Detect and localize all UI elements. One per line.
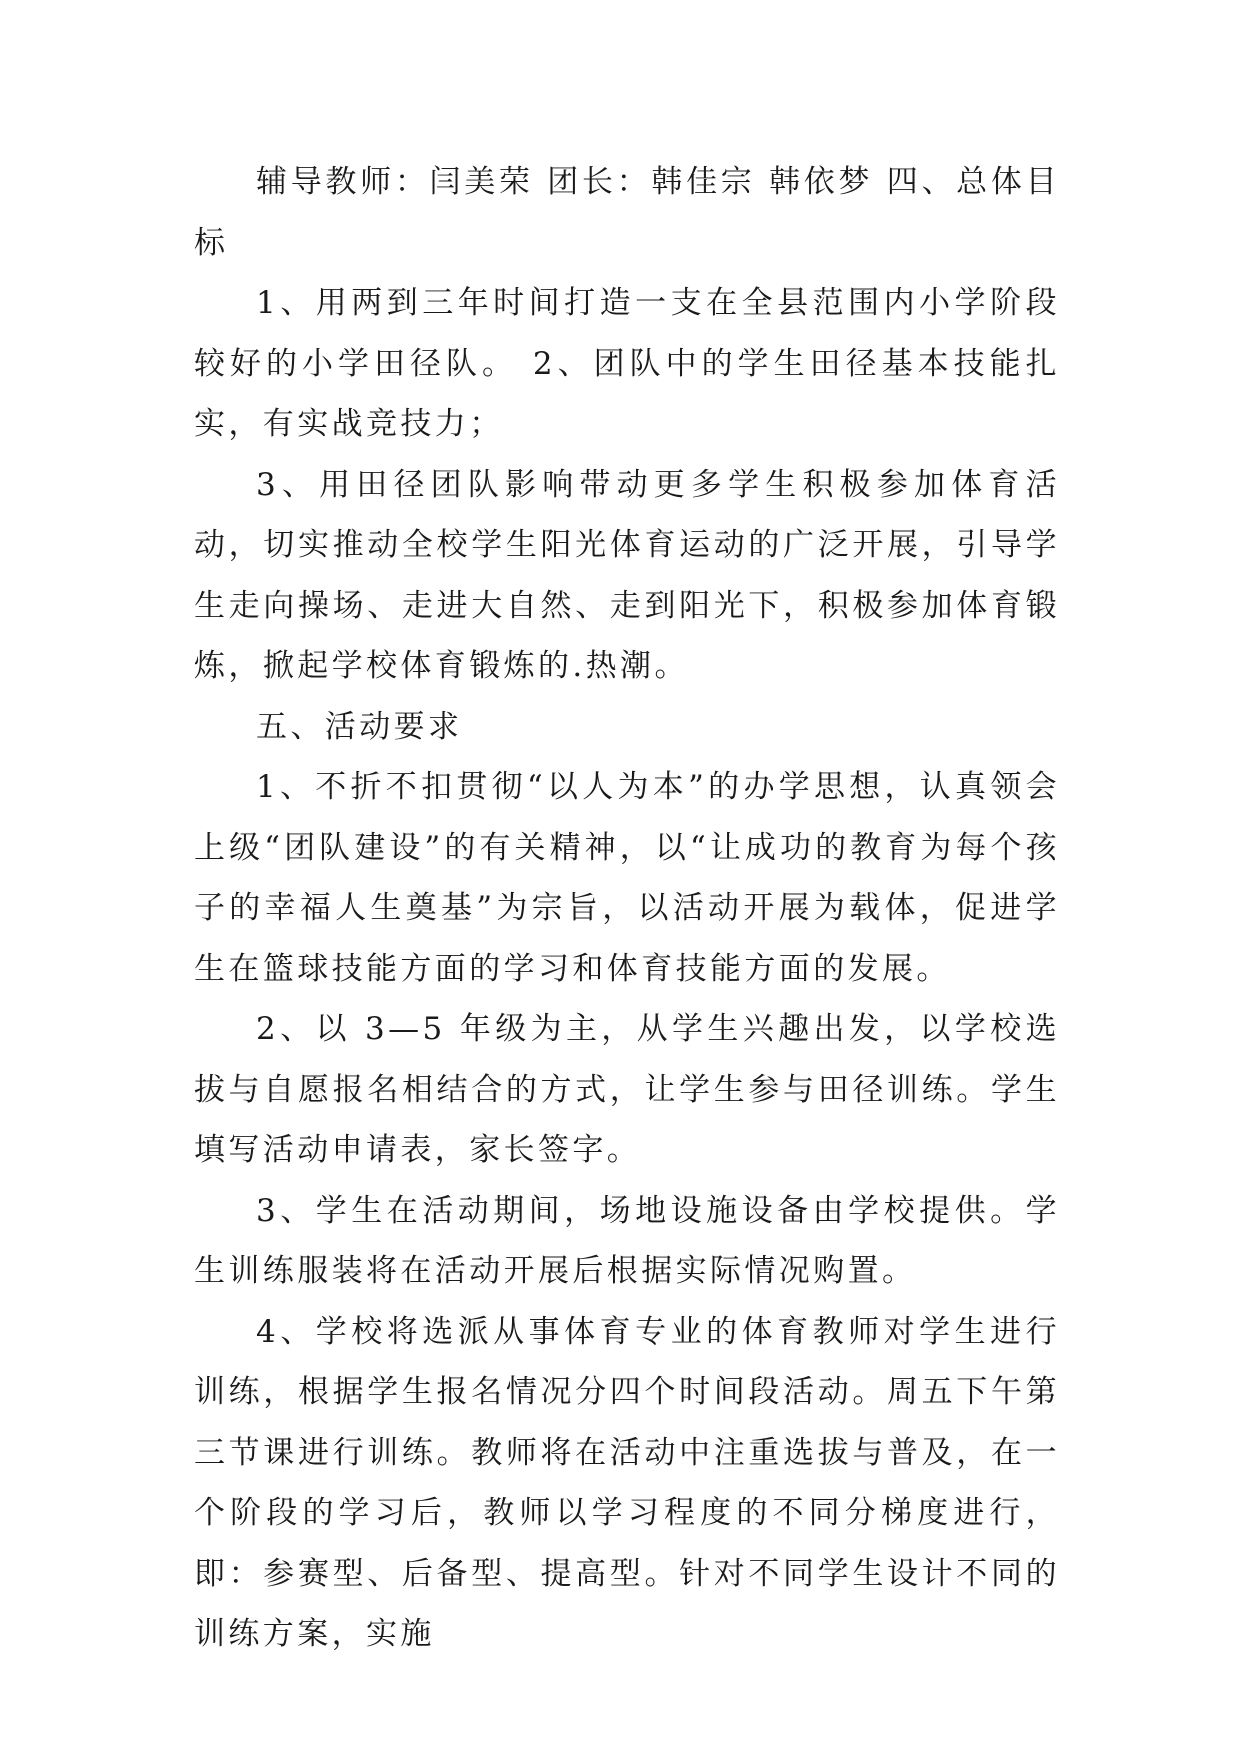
paragraph-goal-3: 3、用田径团队影响带动更多学生积极参加体育活动，切实推动全校学生阳光体育运动的广泛开展，引导学生走向操场、走进大自然、走到阳光下，积极参加体育锻炼，掀起学校体育锻炼的.热潮。 xyxy=(194,466,1060,684)
paragraph-requirement-3: 3、学生在活动期间，场地设施设备由学校提供。学生训练服装将在活动开展后根据实际情况购置。 xyxy=(194,1192,1060,1289)
paragraph-requirement-2: 2、以 3—5 年级为主，从学生兴趣出发，以学校选拔与自愿报名相结合的方式，让学生参与田径训练。学生填写活动申请表，家长签字。 xyxy=(194,1011,1060,1168)
document-body xyxy=(194,152,1060,1665)
paragraph-requirement-4: 4、学校将选派从事体育专业的体育教师对学生进行训练，根据学生报名情况分四个时间段活动。周五下午第三节课进行训练。教师将在活动中注重选拔与普及，在一个阶段的学习后，教师以学习程度的不同分梯度进行，即：参赛型、后备型、提高型。针对不同学生设计不同的训练方案，实施 xyxy=(194,1313,1060,1652)
paragraph-requirement-1: 1、不折不扣贯彻“以人为本”的办学思想，认真领会上级“团队建设”的有关精神，以“让成功的教育为每个孩子的幸福人生奠基”为宗旨，以活动开展为载体，促进学生在篮球技能方面的学习和体育技能方面的发展。 xyxy=(194,769,1060,987)
section-heading-requirements: 五、活动要求 xyxy=(256,708,463,745)
paragraph-goal-1-2: 1、用两到三年时间打造一支在全县范围内小学阶段较好的小学田径队。 2、团队中的学生田径基本技能扎实，有实战竞技力； xyxy=(194,285,1060,442)
paragraph-coach-and-goals: 辅导教师：闫美荣 团长：韩佳宗 韩依梦 四、总体目标 xyxy=(194,164,1060,261)
